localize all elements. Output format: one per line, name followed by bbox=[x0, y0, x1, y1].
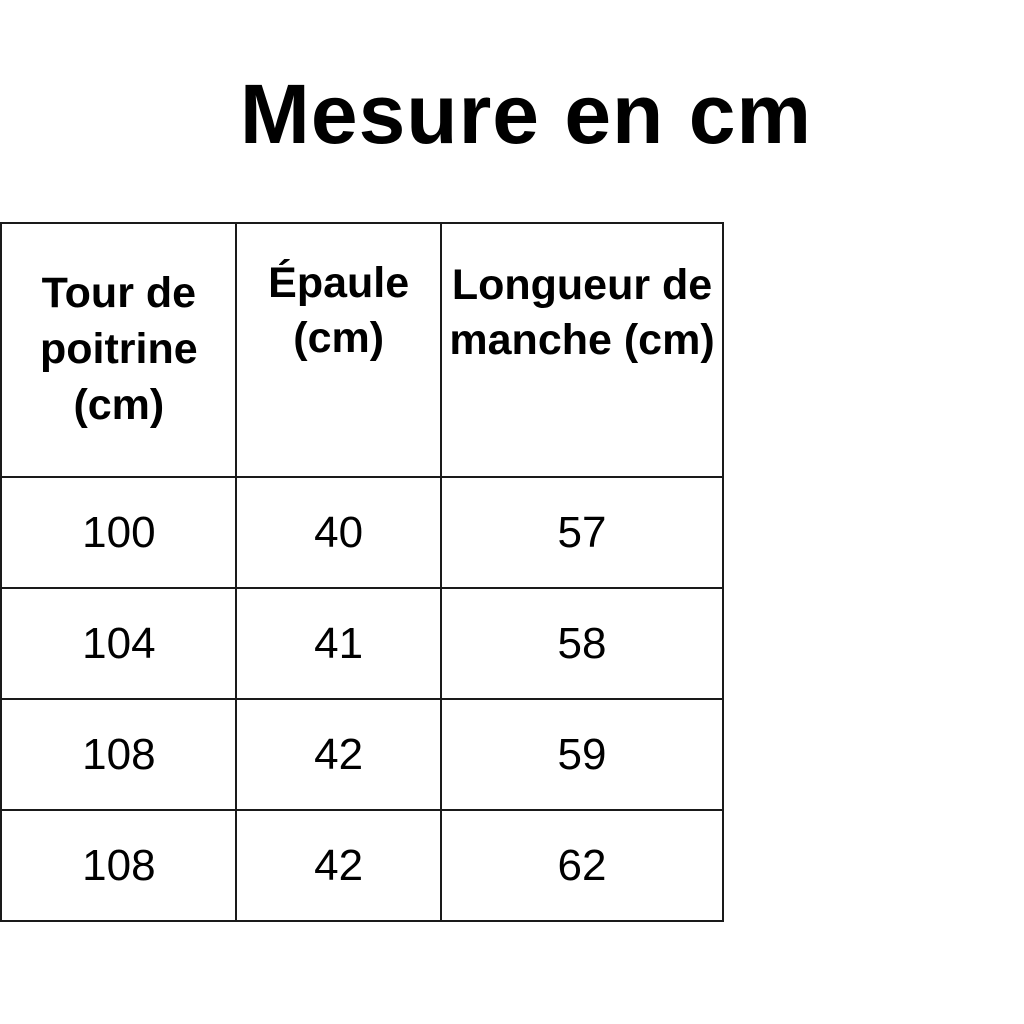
cell-shoulder: 40 bbox=[236, 477, 441, 588]
table-row bbox=[0, 477, 723, 588]
cell-sleeve: 58 bbox=[441, 588, 723, 699]
cell-sleeve: 62 bbox=[441, 810, 723, 921]
cell-sleeve: 59 bbox=[441, 699, 723, 810]
cell-chest: 104 bbox=[1, 588, 236, 699]
cell-chest: 108 bbox=[1, 699, 236, 810]
cell-shoulder: 42 bbox=[236, 810, 441, 921]
cell-shoulder: 41 bbox=[236, 588, 441, 699]
header-sleeve-line-1: Longueur de bbox=[451, 261, 713, 309]
header-shoulder-line-1: Épaule bbox=[268, 259, 410, 307]
cell-sleeve: 57 bbox=[441, 477, 723, 588]
table-header-row bbox=[0, 223, 723, 477]
header-chest-line-1: Tour de bbox=[41, 269, 197, 318]
cell-chest: 108 bbox=[1, 810, 236, 921]
page-title: Mesure en cm bbox=[239, 67, 813, 161]
cell-shoulder: 42 bbox=[236, 699, 441, 810]
header-chest bbox=[1, 223, 236, 477]
header-chest-line-2: poitrine bbox=[40, 325, 198, 374]
header-sleeve bbox=[441, 223, 723, 477]
header-shoulder-line-2: (cm) bbox=[293, 313, 385, 362]
table-row bbox=[0, 810, 723, 921]
table-row bbox=[0, 588, 723, 699]
size-table bbox=[0, 222, 724, 922]
header-chest-line-3: (cm) bbox=[73, 380, 165, 429]
table-row bbox=[0, 699, 723, 810]
cell-chest: 100 bbox=[1, 477, 236, 588]
header-shoulder bbox=[236, 223, 441, 477]
header-sleeve-line-2: manche (cm) bbox=[449, 315, 715, 364]
